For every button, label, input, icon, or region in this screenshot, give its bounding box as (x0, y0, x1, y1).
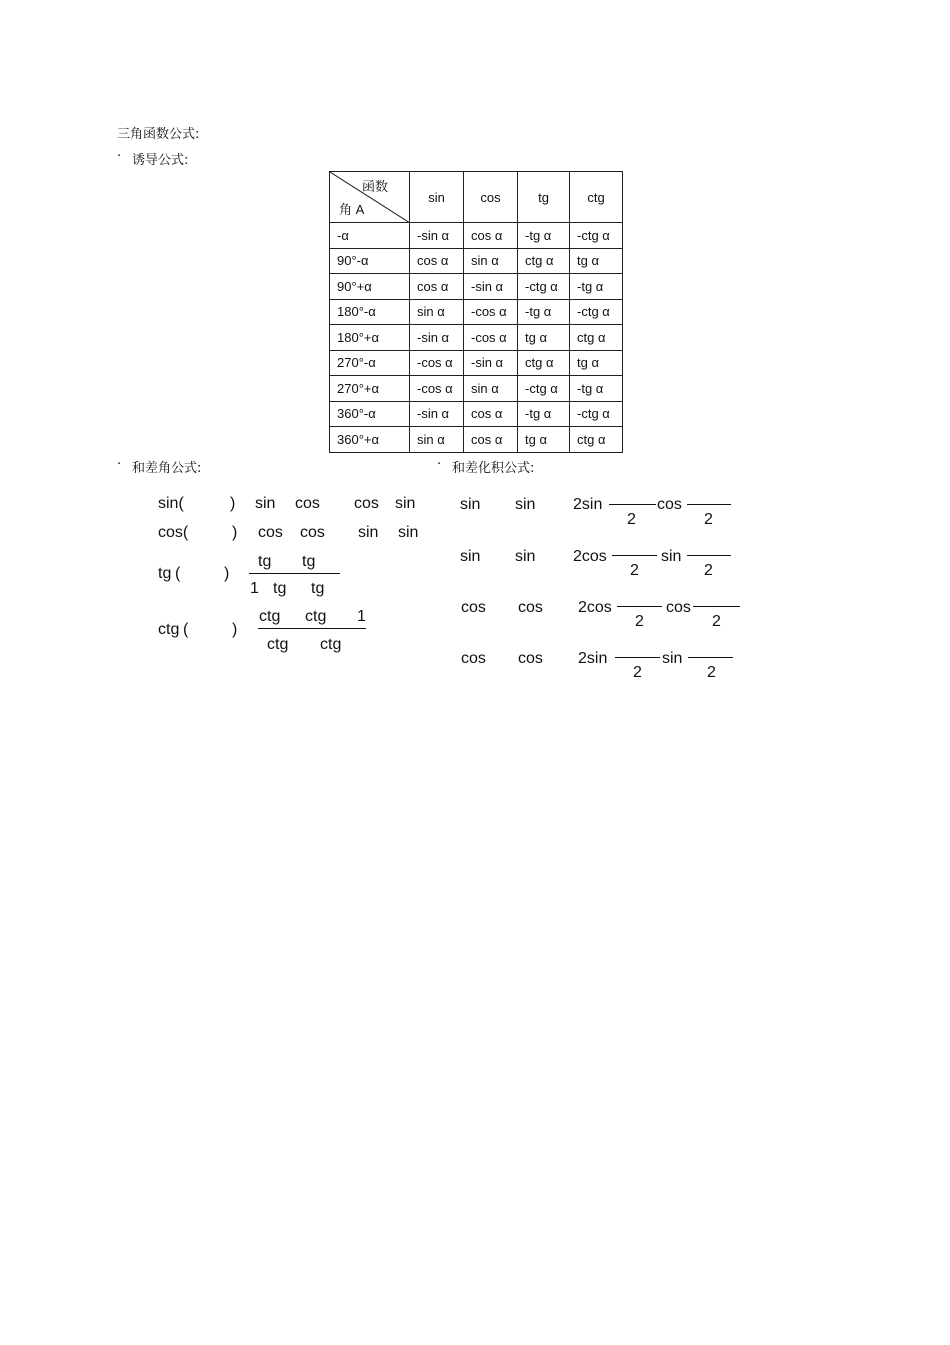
formula-text: 1 (357, 608, 366, 625)
table-cell: sin α (410, 299, 464, 325)
formula-text: cos (295, 495, 320, 512)
formula-text: 2 (633, 664, 642, 681)
table-row (330, 223, 623, 249)
header-angle-label: 角 A (339, 202, 365, 217)
table-cell: tg α (570, 248, 623, 274)
formula-text: sin (460, 548, 481, 565)
table-row (330, 274, 623, 300)
table-cell: -cos α (464, 325, 518, 351)
formula-text: sin( (158, 495, 184, 512)
formula-text: sin (358, 524, 379, 541)
formula-text: ctg (259, 608, 281, 625)
table-row (330, 325, 623, 351)
formula-text: ctg (305, 608, 327, 625)
formula-text: ) (232, 621, 238, 638)
table-cell: ctg α (570, 427, 623, 453)
table-cell: -α (330, 223, 410, 249)
formula-text: 1 (250, 580, 259, 597)
fraction-bar (249, 573, 340, 574)
formula-text: cos (518, 650, 543, 667)
formula-text: cos (461, 599, 486, 616)
table-cell: sin α (464, 376, 518, 402)
formula-text: sin (662, 650, 683, 667)
table-cell: ctg α (518, 350, 570, 376)
table-cell: tg α (518, 325, 570, 351)
formula-text: cos (518, 599, 543, 616)
table-cell: -ctg α (518, 274, 570, 300)
table-cell: -ctg α (570, 299, 623, 325)
table-row (330, 350, 623, 376)
formula-text: cos (300, 524, 325, 541)
column-header: tg (518, 172, 570, 223)
column-header: sin (410, 172, 464, 223)
table-cell: cos α (464, 401, 518, 427)
formula-text: cos (461, 650, 486, 667)
fraction-bar (687, 555, 731, 556)
table-cell: 180°+α (330, 325, 410, 351)
table-row (330, 299, 623, 325)
formula-text: cos (258, 524, 283, 541)
table-cell: -sin α (410, 223, 464, 249)
formula-text: ) (224, 565, 230, 582)
table-row (330, 401, 623, 427)
formula-text: sin (515, 496, 536, 513)
table-corner-header (330, 172, 410, 223)
fraction-bar (688, 657, 733, 658)
formula-text: tg (258, 553, 272, 570)
formula-text: tg (311, 580, 325, 597)
formula-text: 2 (704, 511, 713, 528)
table-row (330, 427, 623, 453)
table-cell: -cos α (410, 376, 464, 402)
formula-text: ) (232, 524, 238, 541)
table-cell: ctg α (518, 248, 570, 274)
bullet-icon: · (437, 457, 442, 472)
formula-text: sin (255, 495, 276, 512)
table-cell: 360°+α (330, 427, 410, 453)
formula-text: cos (657, 496, 682, 513)
formula-text: ctg (267, 636, 289, 653)
table-cell: 360°-α (330, 401, 410, 427)
table-cell: -ctg α (570, 223, 623, 249)
formula-text: sin (395, 495, 416, 512)
fraction-bar (687, 504, 731, 505)
page-title: 三角函数公式: (117, 127, 200, 142)
table-cell: 90°+α (330, 274, 410, 300)
induction-table (329, 171, 623, 453)
formula-text: tg (302, 553, 316, 570)
formula-text: ( (183, 621, 189, 638)
table-cell: -ctg α (518, 376, 570, 402)
formula-text: 2cos (573, 548, 607, 565)
table-cell: -sin α (410, 401, 464, 427)
table-cell: -cos α (410, 350, 464, 376)
table-cell: -sin α (410, 325, 464, 351)
formula-text: ctg (158, 621, 180, 638)
bullet-icon: · (117, 457, 122, 472)
formula-text: sin (515, 548, 536, 565)
fraction-bar (609, 504, 656, 505)
table-cell: -tg α (518, 401, 570, 427)
table-cell: tg α (518, 427, 570, 453)
table-cell: sin α (464, 248, 518, 274)
table-cell: ctg α (570, 325, 623, 351)
formula-text: sin (661, 548, 682, 565)
table-row (330, 248, 623, 274)
formula-text: ctg (320, 636, 342, 653)
formula-text: ( (175, 565, 181, 582)
formula-text: cos( (158, 524, 189, 541)
formula-text: 2 (704, 562, 713, 579)
formula-text: cos (354, 495, 379, 512)
formula-text: 2 (712, 613, 721, 630)
table-cell: sin α (410, 427, 464, 453)
formula-text: tg (273, 580, 287, 597)
bullet-icon: · (117, 149, 122, 164)
column-header: cos (464, 172, 518, 223)
table-cell: 270°-α (330, 350, 410, 376)
table-cell: -tg α (570, 376, 623, 402)
formula-text: cos (666, 599, 691, 616)
formula-text: 2 (630, 562, 639, 579)
table-cell: 90°-α (330, 248, 410, 274)
table-cell: cos α (410, 248, 464, 274)
table-cell: 180°-α (330, 299, 410, 325)
formula-text: ) (230, 495, 236, 512)
section-sum-diff-heading: 和差角公式: (132, 461, 202, 476)
formula-text: 2cos (578, 599, 612, 616)
formula-text: sin (460, 496, 481, 513)
table-cell: 270°+α (330, 376, 410, 402)
formula-text: 2 (635, 613, 644, 630)
table-row (330, 376, 623, 402)
fraction-bar (258, 628, 366, 629)
table-cell: -cos α (464, 299, 518, 325)
formula-text: sin (398, 524, 419, 541)
table-cell: cos α (410, 274, 464, 300)
header-function-label: 函数 (362, 179, 389, 194)
table-cell: -tg α (570, 274, 623, 300)
fraction-bar (617, 606, 662, 607)
column-header: ctg (570, 172, 623, 223)
section-sum-to-product-heading: 和差化积公式: (452, 461, 535, 476)
formula-text: tg (158, 565, 172, 582)
section-induction-heading: 诱导公式: (132, 153, 189, 168)
table-cell: -sin α (464, 350, 518, 376)
fraction-bar (612, 555, 657, 556)
formula-text: 2sin (578, 650, 608, 667)
formula-text: 2 (707, 664, 716, 681)
table-cell: tg α (570, 350, 623, 376)
fraction-bar (693, 606, 740, 607)
table-cell: -ctg α (570, 401, 623, 427)
formula-text: 2 (627, 511, 636, 528)
table-cell: -tg α (518, 223, 570, 249)
formula-text: 2sin (573, 496, 603, 513)
table-header-row (330, 172, 623, 223)
fraction-bar (615, 657, 660, 658)
table-cell: -tg α (518, 299, 570, 325)
table-cell: cos α (464, 223, 518, 249)
table-cell: -sin α (464, 274, 518, 300)
table-cell: cos α (464, 427, 518, 453)
